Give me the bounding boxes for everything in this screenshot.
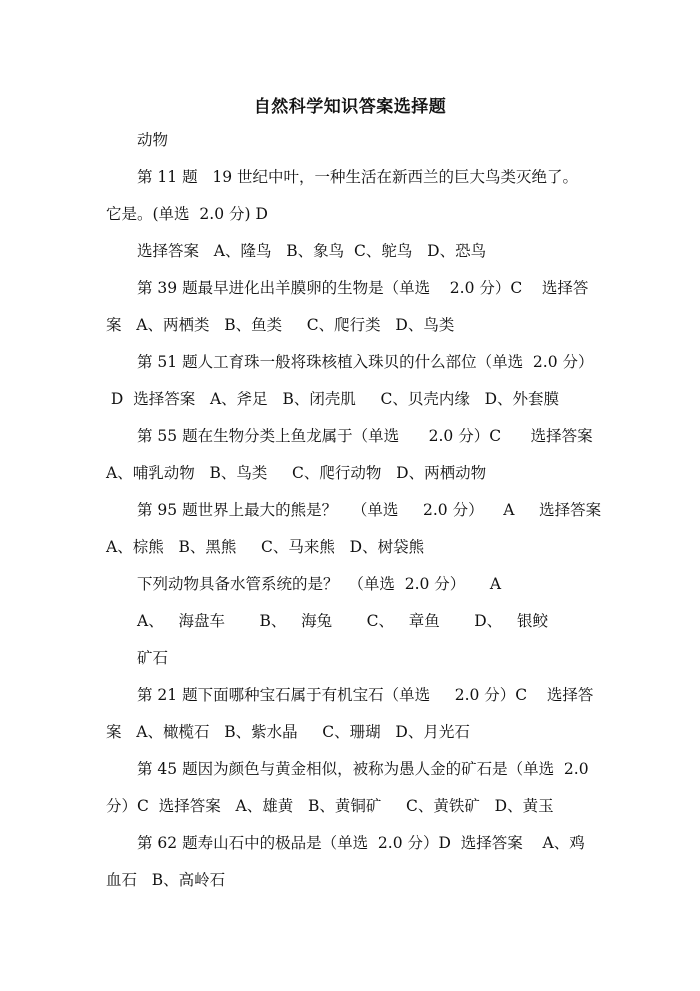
question-55-line-2: A、哺乳动物 B、鸟类 C、爬行动物 D、两栖动物: [106, 464, 487, 482]
question-51-line-2: D 选择答案 A、斧足 B、闭壳肌 C、贝壳内缘 D、外套膜: [106, 390, 560, 408]
question-45-line-2: 分）C 选择答案 A、雄黄 B、黄铜矿 C、黄铁矿 D、黄玉: [106, 797, 554, 815]
question-11-line-1: 第 11 题 19 世纪中叶，一种生活在新西兰的巨大鸟类灭绝了。: [137, 168, 579, 186]
question-95-line-1: 第 95 题世界上最大的熊是？ （单选 2.0 分） A 选择答案: [137, 501, 602, 519]
question-45-line-1: 第 45 题因为颜色与黄金相似，被称为愚人金的矿石是（单选 2.0: [137, 760, 589, 778]
question-water-system-line-1: 下列动物具备水管系统的是？ （单选 2.0 分） A: [137, 575, 502, 593]
question-95-line-2: A、棕熊 B、黑熊 C、马来熊 D、树袋熊: [106, 538, 425, 556]
question-39-line-2: 案 A、两栖类 B、鱼类 C、爬行类 D、鸟类: [106, 316, 455, 334]
question-62-line-2: 血石 B、高岭石: [106, 871, 226, 889]
question-55-line-1: 第 55 题在生物分类上鱼龙属于（单选 2.0 分）C 选择答案: [137, 427, 593, 445]
question-water-system-options: A、 海盘车 B、 海兔 C、 章鱼 D、 银鲛: [137, 612, 548, 630]
document-title: 自然科学知识答案选择题: [253, 97, 447, 117]
section-heading-minerals: 矿石: [137, 649, 169, 667]
question-21-line-1: 第 21 题下面哪种宝石属于有机宝石（单选 2.0 分）C 选择答: [137, 686, 594, 704]
section-heading-animals: 动物: [137, 131, 169, 149]
question-11-line-2: 它是。(单选 2.0 分) D: [106, 205, 268, 223]
question-11-options: 选择答案 A、隆鸟 B、象鸟 C、鸵鸟 D、恐鸟: [137, 242, 487, 260]
question-21-line-2: 案 A、橄榄石 B、紫水晶 C、珊瑚 D、月光石: [106, 723, 470, 741]
question-51-line-1: 第 51 题人工育珠一般将珠核植入珠贝的什么部位（单选 2.0 分）: [137, 353, 594, 371]
question-62-line-1: 第 62 题寿山石中的极品是（单选 2.0 分）D 选择答案 A、鸡: [137, 834, 585, 852]
question-39-line-1: 第 39 题最早进化出羊膜卵的生物是（单选 2.0 分）C 选择答: [137, 279, 589, 297]
